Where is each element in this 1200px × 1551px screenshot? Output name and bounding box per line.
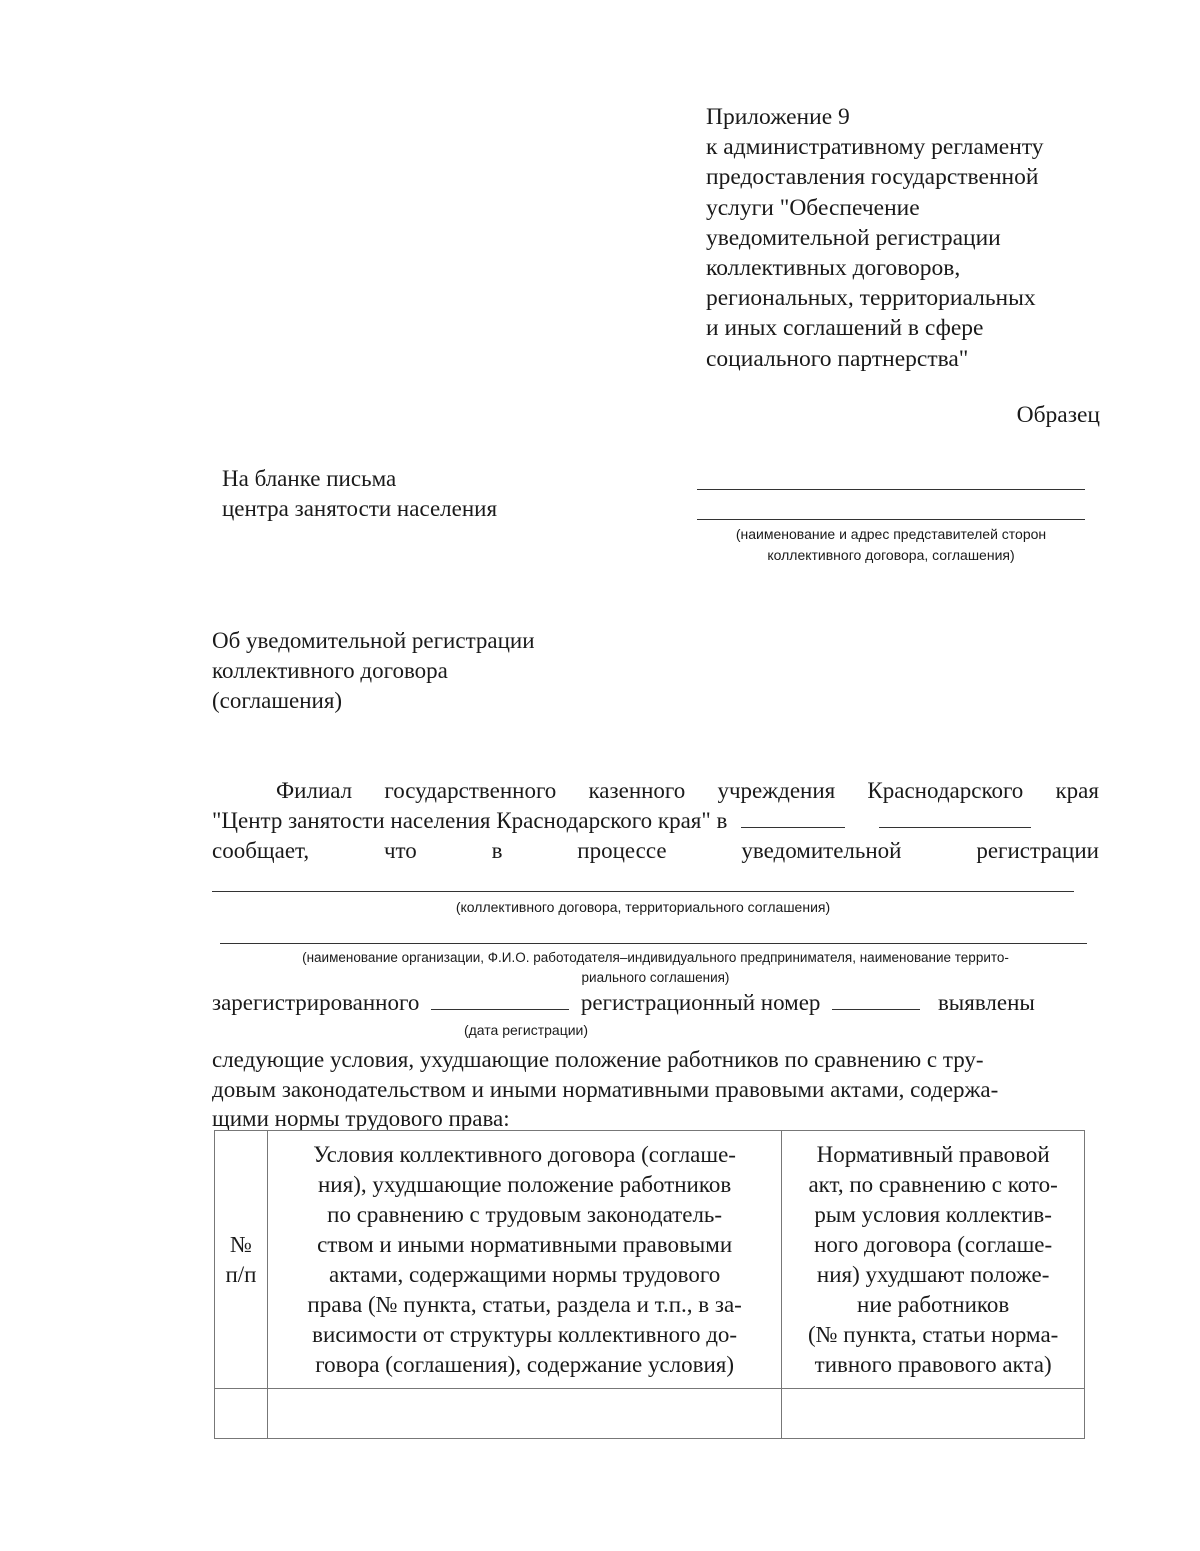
conditions-table	[214, 1130, 1085, 1439]
letterhead-line: На бланке письма	[222, 466, 397, 491]
addressee-caption	[697, 524, 1085, 566]
header-text: Нормативный правовой	[816, 1141, 1050, 1167]
word: учреждения	[717, 778, 836, 803]
word: что	[383, 838, 417, 863]
header-text: по сравнению с трудовым законодатель-	[327, 1201, 723, 1227]
table-header-row	[215, 1131, 1085, 1389]
caption-line: риального соглашения)	[581, 970, 730, 985]
body-text: "Центр занятости населения Краснодарского края" в	[212, 808, 728, 833]
word: сообщает,	[212, 838, 310, 863]
header-text: (№ пункта, статьи норма-	[807, 1321, 1059, 1347]
word: государственного	[384, 778, 557, 803]
word: казенного	[588, 778, 686, 803]
header-text: акт, по сравнению с кото-	[808, 1171, 1058, 1197]
appendix-line: коллективных договоров,	[706, 255, 961, 282]
word: уведомительной	[741, 838, 902, 863]
subject-line: (соглашения)	[212, 688, 343, 713]
header-text: ния), ухудшающие положение работников	[318, 1171, 732, 1197]
header-text: ством и иными нормативными правовыми	[317, 1231, 733, 1257]
word: края	[1055, 778, 1099, 803]
letterhead-line: центра занятости населения	[222, 496, 498, 521]
appendix-line: и иных соглашений в сфере	[706, 315, 984, 342]
agreement-caption: (коллективного договора, территориального соглашения)	[455, 899, 831, 915]
subject-line: Об уведомительной регистрации	[212, 628, 535, 653]
header-text: тивного правового акта)	[814, 1351, 1052, 1377]
caption-line: (наименование и адрес представителей сторон	[735, 526, 1047, 542]
header-text: п/п	[225, 1261, 257, 1287]
letter-subject	[212, 626, 535, 716]
body-line	[212, 838, 1099, 864]
registration-date-blank	[431, 990, 569, 1010]
header-text: говора (соглашения), содержание условия)	[315, 1351, 735, 1377]
header-text: актами, содержащими нормы трудового	[329, 1261, 721, 1287]
registration-number-blank	[832, 990, 920, 1010]
body-text: выявлены	[937, 990, 1035, 1015]
word: регистрации	[976, 838, 1099, 863]
header-cell-number	[215, 1131, 268, 1389]
appendix-title: Приложение 9	[706, 104, 850, 130]
addressee-blank-line	[697, 519, 1085, 520]
body-text: регистрационный номер	[580, 990, 821, 1015]
caption-line: коллективного договора, соглашения)	[767, 547, 1015, 563]
body-text: зарегистрированного	[212, 990, 420, 1015]
body-paragraph	[212, 1045, 1099, 1134]
word: процессе	[577, 838, 667, 863]
body-line	[212, 778, 1099, 804]
header-text: Условия коллективного договора (соглаше-	[313, 1141, 736, 1167]
body-line: следующие условия, ухудшающие положение работников по сравнению с тру-	[212, 1047, 984, 1072]
table-cell	[267, 1389, 781, 1439]
date-caption: (дата регистрации)	[463, 1022, 589, 1038]
header-cell-conditions	[267, 1131, 781, 1389]
addressee-blank-line	[697, 489, 1085, 490]
location-blank	[741, 808, 845, 828]
location-blank	[879, 808, 1031, 828]
header-text: ние работников	[857, 1291, 1010, 1317]
organization-caption	[212, 948, 1099, 988]
body-line: довым законодательством и иными нормативными правовыми актами, содержа-	[212, 1076, 999, 1102]
appendix-header	[706, 102, 1126, 374]
word: в	[491, 838, 503, 863]
table-row	[215, 1389, 1085, 1439]
organization-blank-line	[220, 943, 1087, 944]
table-cell	[782, 1389, 1085, 1439]
appendix-line: услуги "Обеспечение	[706, 194, 920, 221]
table-cell	[215, 1389, 268, 1439]
letterhead-note	[222, 464, 497, 524]
header-text: рым условия коллектив-	[814, 1201, 1052, 1227]
appendix-line: предоставления государственной	[706, 164, 1039, 191]
sample-label: Образец	[1016, 402, 1100, 428]
caption-line: (наименование организации, Ф.И.О. работодателя–индивидуального предпринимателя, наименование террито-	[302, 950, 1009, 965]
appendix-line: социального партнерства"	[706, 345, 969, 372]
appendix-line: уведомительной регистрации	[706, 224, 1001, 251]
header-text: висимости от структуры коллективного до-	[312, 1321, 738, 1347]
subject-line: коллективного договора	[212, 658, 448, 683]
body-line: щими нормы трудового права:	[212, 1106, 510, 1131]
appendix-line: к административному регламенту	[706, 134, 1044, 161]
header-text: права (№ пункта, статьи, раздела и т.п., в за-	[307, 1291, 742, 1317]
registration-line	[212, 990, 1099, 1016]
header-cell-normative-act	[782, 1131, 1085, 1389]
agreement-blank-line	[212, 891, 1074, 892]
appendix-line: региональных, территориальных	[706, 285, 1036, 312]
header-text: №	[230, 1231, 252, 1257]
word: Краснодарского	[867, 778, 1024, 803]
word: Филиал	[276, 778, 353, 803]
header-text: ния) ухудшают положе-	[816, 1261, 1050, 1287]
header-text: ного договора (соглаше-	[814, 1231, 1053, 1257]
body-line	[212, 808, 1099, 834]
